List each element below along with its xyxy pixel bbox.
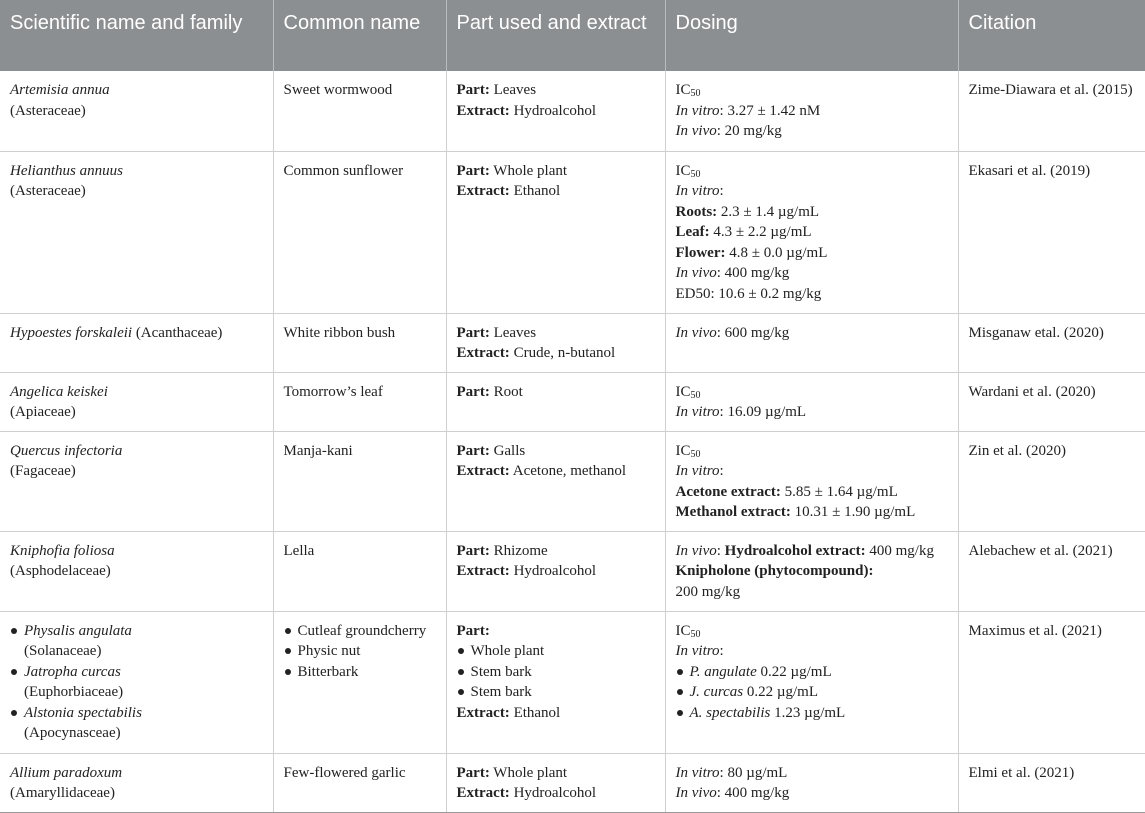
citation-cell (958, 313, 1145, 372)
leaf-value: 4.3 ± 2.2 µg/mL (709, 224, 812, 240)
scientific-name-cell (0, 611, 273, 753)
common-name-cell (273, 313, 446, 372)
common-name: Manja-kani (283, 442, 353, 459)
scientific-name: Allium paradoxum (10, 764, 123, 781)
part-value: Whole plant (493, 162, 568, 179)
dose-value: 0.22 µg/mL (756, 663, 832, 680)
citation-cell (958, 431, 1145, 531)
family: (Amaryllidaceae) (10, 785, 115, 801)
citation: Maximus et al. (2021) (968, 622, 1102, 639)
extract-value: Hydroalcohol (513, 785, 597, 801)
extract-label: Extract: (456, 345, 510, 361)
family: (Fagaceae) (10, 463, 76, 479)
species-list (10, 621, 263, 744)
leaf-label: Leaf: (675, 224, 710, 240)
citation-cell (958, 753, 1145, 812)
extract-label: Extract: (456, 563, 510, 579)
ic50-subscript: 50 (690, 389, 701, 401)
roots-value: 2.3 ± 1.4 µg/mL (717, 203, 820, 220)
part-label: Part: (456, 82, 490, 98)
in-vitro-label: In vitro (675, 102, 720, 119)
table-row (0, 753, 1145, 812)
scientific-name-cell (0, 71, 273, 151)
methanol-label: Methanol extract: (675, 504, 791, 520)
in-vitro-label: In vitro (675, 404, 720, 420)
extract-value: Crude, n-butanol (513, 345, 616, 361)
extract-value: Hydroalcohol (513, 563, 597, 579)
species-abbrev: J. curcas (689, 684, 744, 700)
family: (Asteraceae) (10, 183, 86, 199)
extract-label: Extract: (456, 785, 510, 801)
family: (Acanthaceae) (135, 324, 223, 341)
dosing-cell (665, 611, 958, 753)
acetone-value: 5.85 ± 1.64 µg/mL (780, 483, 898, 500)
common-name: Common sunflower (283, 162, 404, 179)
table-row (0, 151, 1145, 313)
common-name: Physic nut (297, 643, 361, 659)
part-value: Leaves (493, 324, 537, 341)
list-item (10, 703, 263, 744)
part-extract-cell (446, 431, 665, 531)
methanol-value: 10.31 ± 1.90 µg/mL (790, 504, 916, 520)
part-label: Part: (456, 442, 490, 459)
list-item (457, 641, 655, 662)
part-value: Stem bark (470, 684, 532, 700)
part-extract-cell (446, 151, 665, 313)
part-label: Part: (456, 324, 490, 341)
dose-list (676, 662, 948, 724)
part-label: Part: (456, 764, 490, 781)
scientific-name: Artemisia annua (10, 82, 110, 98)
extract-label: Extract: (456, 183, 510, 199)
family: (Asphodelaceae) (10, 563, 111, 579)
ic50-label: IC (675, 383, 691, 400)
common-name-cell (273, 431, 446, 531)
part-value: Galls (493, 442, 526, 459)
part-label: Part: (456, 622, 490, 639)
ic50-subscript: 50 (690, 448, 701, 460)
dosing-cell (665, 151, 958, 313)
scientific-name: Physalis angulata (24, 622, 132, 639)
common-name: Lella (283, 542, 315, 559)
dosing-cell (665, 313, 958, 372)
common-name-cell (273, 611, 446, 753)
dosing-cell (665, 753, 958, 812)
citation: Elmi et al. (2021) (968, 764, 1075, 781)
scientific-name: Alstonia spectabilis (24, 704, 142, 721)
list-item (676, 703, 948, 724)
common-name-cell (273, 151, 446, 313)
ic50-label: IC (675, 442, 691, 459)
list-item (10, 621, 263, 662)
in-vitro-value: : 3.27 ± 1.42 nM (719, 102, 821, 119)
in-vivo-value: : 400 mg/kg (716, 785, 790, 801)
common-name: Tomorrow’s leaf (283, 383, 383, 400)
dose-value: 1.23 µg/mL (770, 704, 846, 721)
list-item (284, 621, 436, 642)
in-vitro-value: : (719, 183, 724, 199)
part-extract-cell (446, 753, 665, 812)
common-name: Cutleaf groundcherry (297, 622, 427, 639)
in-vitro-label: In vitro (675, 183, 720, 199)
table-row (0, 531, 1145, 611)
header-part-extract: Part used and extract (446, 0, 665, 71)
part-value: Stem bark (470, 663, 532, 680)
scientific-name: Jatropha curcas (24, 663, 121, 680)
list-item (10, 662, 263, 703)
in-vivo-label: In vivo (675, 324, 717, 341)
part-list (457, 641, 655, 703)
citation-cell (958, 531, 1145, 611)
part-extract-cell (446, 313, 665, 372)
extract-value: Ethanol (513, 183, 561, 199)
flower-value: 4.8 ± 0.0 µg/mL (725, 244, 828, 261)
list-item (284, 641, 436, 662)
part-label: Part: (456, 542, 490, 559)
in-vivo-label: In vivo (675, 123, 717, 139)
citation-cell (958, 372, 1145, 431)
species-abbrev: P. angulate (689, 663, 757, 680)
flower-label: Flower: (675, 244, 726, 261)
common-name-cell (273, 753, 446, 812)
knipholone-value: 200 mg/kg (675, 583, 741, 600)
in-vitro-value: : (719, 643, 724, 659)
header-scientific-name: Scientific name and family (0, 0, 273, 71)
scientific-name-cell (0, 431, 273, 531)
extract-label: Extract: (456, 463, 510, 479)
common-name: Few-flowered garlic (283, 764, 406, 781)
scientific-name-cell (0, 151, 273, 313)
scientific-name-cell (0, 313, 273, 372)
family: (Apiaceae) (10, 404, 76, 420)
citation: Ekasari et al. (2019) (968, 162, 1091, 179)
family: (Apocynasceae) (24, 725, 121, 741)
citation: Wardani et al. (2020) (968, 383, 1096, 400)
ed50-value: ED50: 10.6 ± 0.2 mg/kg (675, 285, 822, 302)
table-row (0, 611, 1145, 753)
common-name-cell (273, 71, 446, 151)
in-vivo-sep: : (716, 542, 725, 559)
family: (Euphorbiaceae) (24, 684, 124, 700)
citation: Zin et al. (2020) (968, 442, 1066, 459)
part-extract-cell (446, 71, 665, 151)
ic50-subscript: 50 (690, 88, 701, 99)
citation: Alebachew et al. (2021) (968, 542, 1113, 559)
in-vivo-label: In vivo (675, 542, 717, 559)
header-common-name: Common name (273, 0, 446, 71)
scientific-name-cell (0, 753, 273, 812)
header-citation: Citation (958, 0, 1145, 71)
in-vitro-value: : 80 µg/mL (719, 764, 788, 781)
part-value: Rhizome (493, 542, 548, 559)
in-vitro-value: : 16.09 µg/mL (719, 404, 807, 420)
extract-value: Ethanol (513, 704, 561, 721)
table-row (0, 372, 1145, 431)
table-row (0, 313, 1145, 372)
in-vitro-value: : (719, 463, 724, 479)
common-name-cell (273, 372, 446, 431)
part-extract-cell (446, 372, 665, 431)
scientific-name-cell (0, 531, 273, 611)
part-value: Whole plant (493, 764, 568, 781)
ic50-label: IC (675, 622, 691, 639)
in-vitro-label: In vitro (675, 463, 720, 479)
part-value: Whole plant (470, 643, 545, 659)
citation-cell (958, 71, 1145, 151)
family: (Asteraceae) (10, 102, 86, 119)
in-vivo-label: In vivo (675, 785, 717, 801)
part-value: Leaves (493, 82, 537, 98)
dosing-cell (665, 71, 958, 151)
header-dosing: Dosing (665, 0, 958, 71)
in-vitro-label: In vitro (675, 764, 720, 781)
ic50-label: IC (675, 162, 691, 179)
ic50-label: IC (675, 82, 691, 98)
citation-cell (958, 151, 1145, 313)
hydroalcohol-label: Hydroalcohol extract: (724, 542, 866, 559)
list-item (457, 662, 655, 683)
list-item (676, 662, 948, 683)
citation-cell (958, 611, 1145, 753)
acetone-label: Acetone extract: (675, 483, 781, 500)
extract-value: Acetone, methanol (512, 463, 627, 479)
dosing-cell (665, 372, 958, 431)
species-abbrev: A. spectabilis (689, 704, 771, 721)
knipholone-label: Knipholone (phytocompound): (675, 563, 874, 579)
ic50-subscript: 50 (690, 628, 701, 640)
table-row (0, 431, 1145, 531)
table-row (0, 71, 1145, 151)
scientific-name-cell (0, 372, 273, 431)
part-label: Part: (456, 162, 490, 179)
common-name: Bitterbark (297, 663, 359, 680)
hydroalcohol-value: 400 mg/kg (865, 542, 934, 559)
dosing-cell (665, 431, 958, 531)
common-name: White ribbon bush (283, 324, 396, 341)
roots-label: Roots: (675, 203, 718, 220)
part-value: Root (493, 383, 523, 400)
dosing-cell (665, 531, 958, 611)
extract-value: Hydroalcohol (513, 102, 597, 119)
list-item (457, 682, 655, 703)
citation: Zime-Diawara et al. (2015) (968, 82, 1133, 98)
in-vivo-value: : 600 mg/kg (716, 324, 790, 341)
scientific-name: Helianthus annuus (10, 162, 123, 179)
common-name: Sweet wormwood (283, 82, 393, 98)
common-name-list (284, 621, 436, 683)
scientific-name: Hypoestes forskaleii (10, 324, 133, 341)
in-vitro-label: In vitro (675, 643, 720, 659)
extract-label: Extract: (456, 704, 510, 721)
in-vivo-value: : 400 mg/kg (716, 265, 790, 281)
family: (Solanaceae) (24, 643, 102, 659)
list-item (676, 682, 948, 703)
scientific-name: Quercus infectoria (10, 442, 123, 459)
extract-label: Extract: (456, 102, 510, 119)
common-name-cell (273, 531, 446, 611)
header-row (0, 0, 1145, 71)
part-extract-cell (446, 611, 665, 753)
list-item (284, 662, 436, 683)
in-vivo-value: : 20 mg/kg (716, 123, 782, 139)
scientific-name: Kniphofia foliosa (10, 542, 115, 559)
ic50-subscript: 50 (690, 168, 701, 180)
dose-value: 0.22 µg/mL (743, 684, 818, 700)
scientific-name: Angelica keiskei (10, 383, 108, 400)
in-vivo-label: In vivo (675, 265, 717, 281)
citation: Misganaw etal. (2020) (968, 324, 1104, 341)
part-extract-cell (446, 531, 665, 611)
part-label: Part: (456, 383, 490, 400)
